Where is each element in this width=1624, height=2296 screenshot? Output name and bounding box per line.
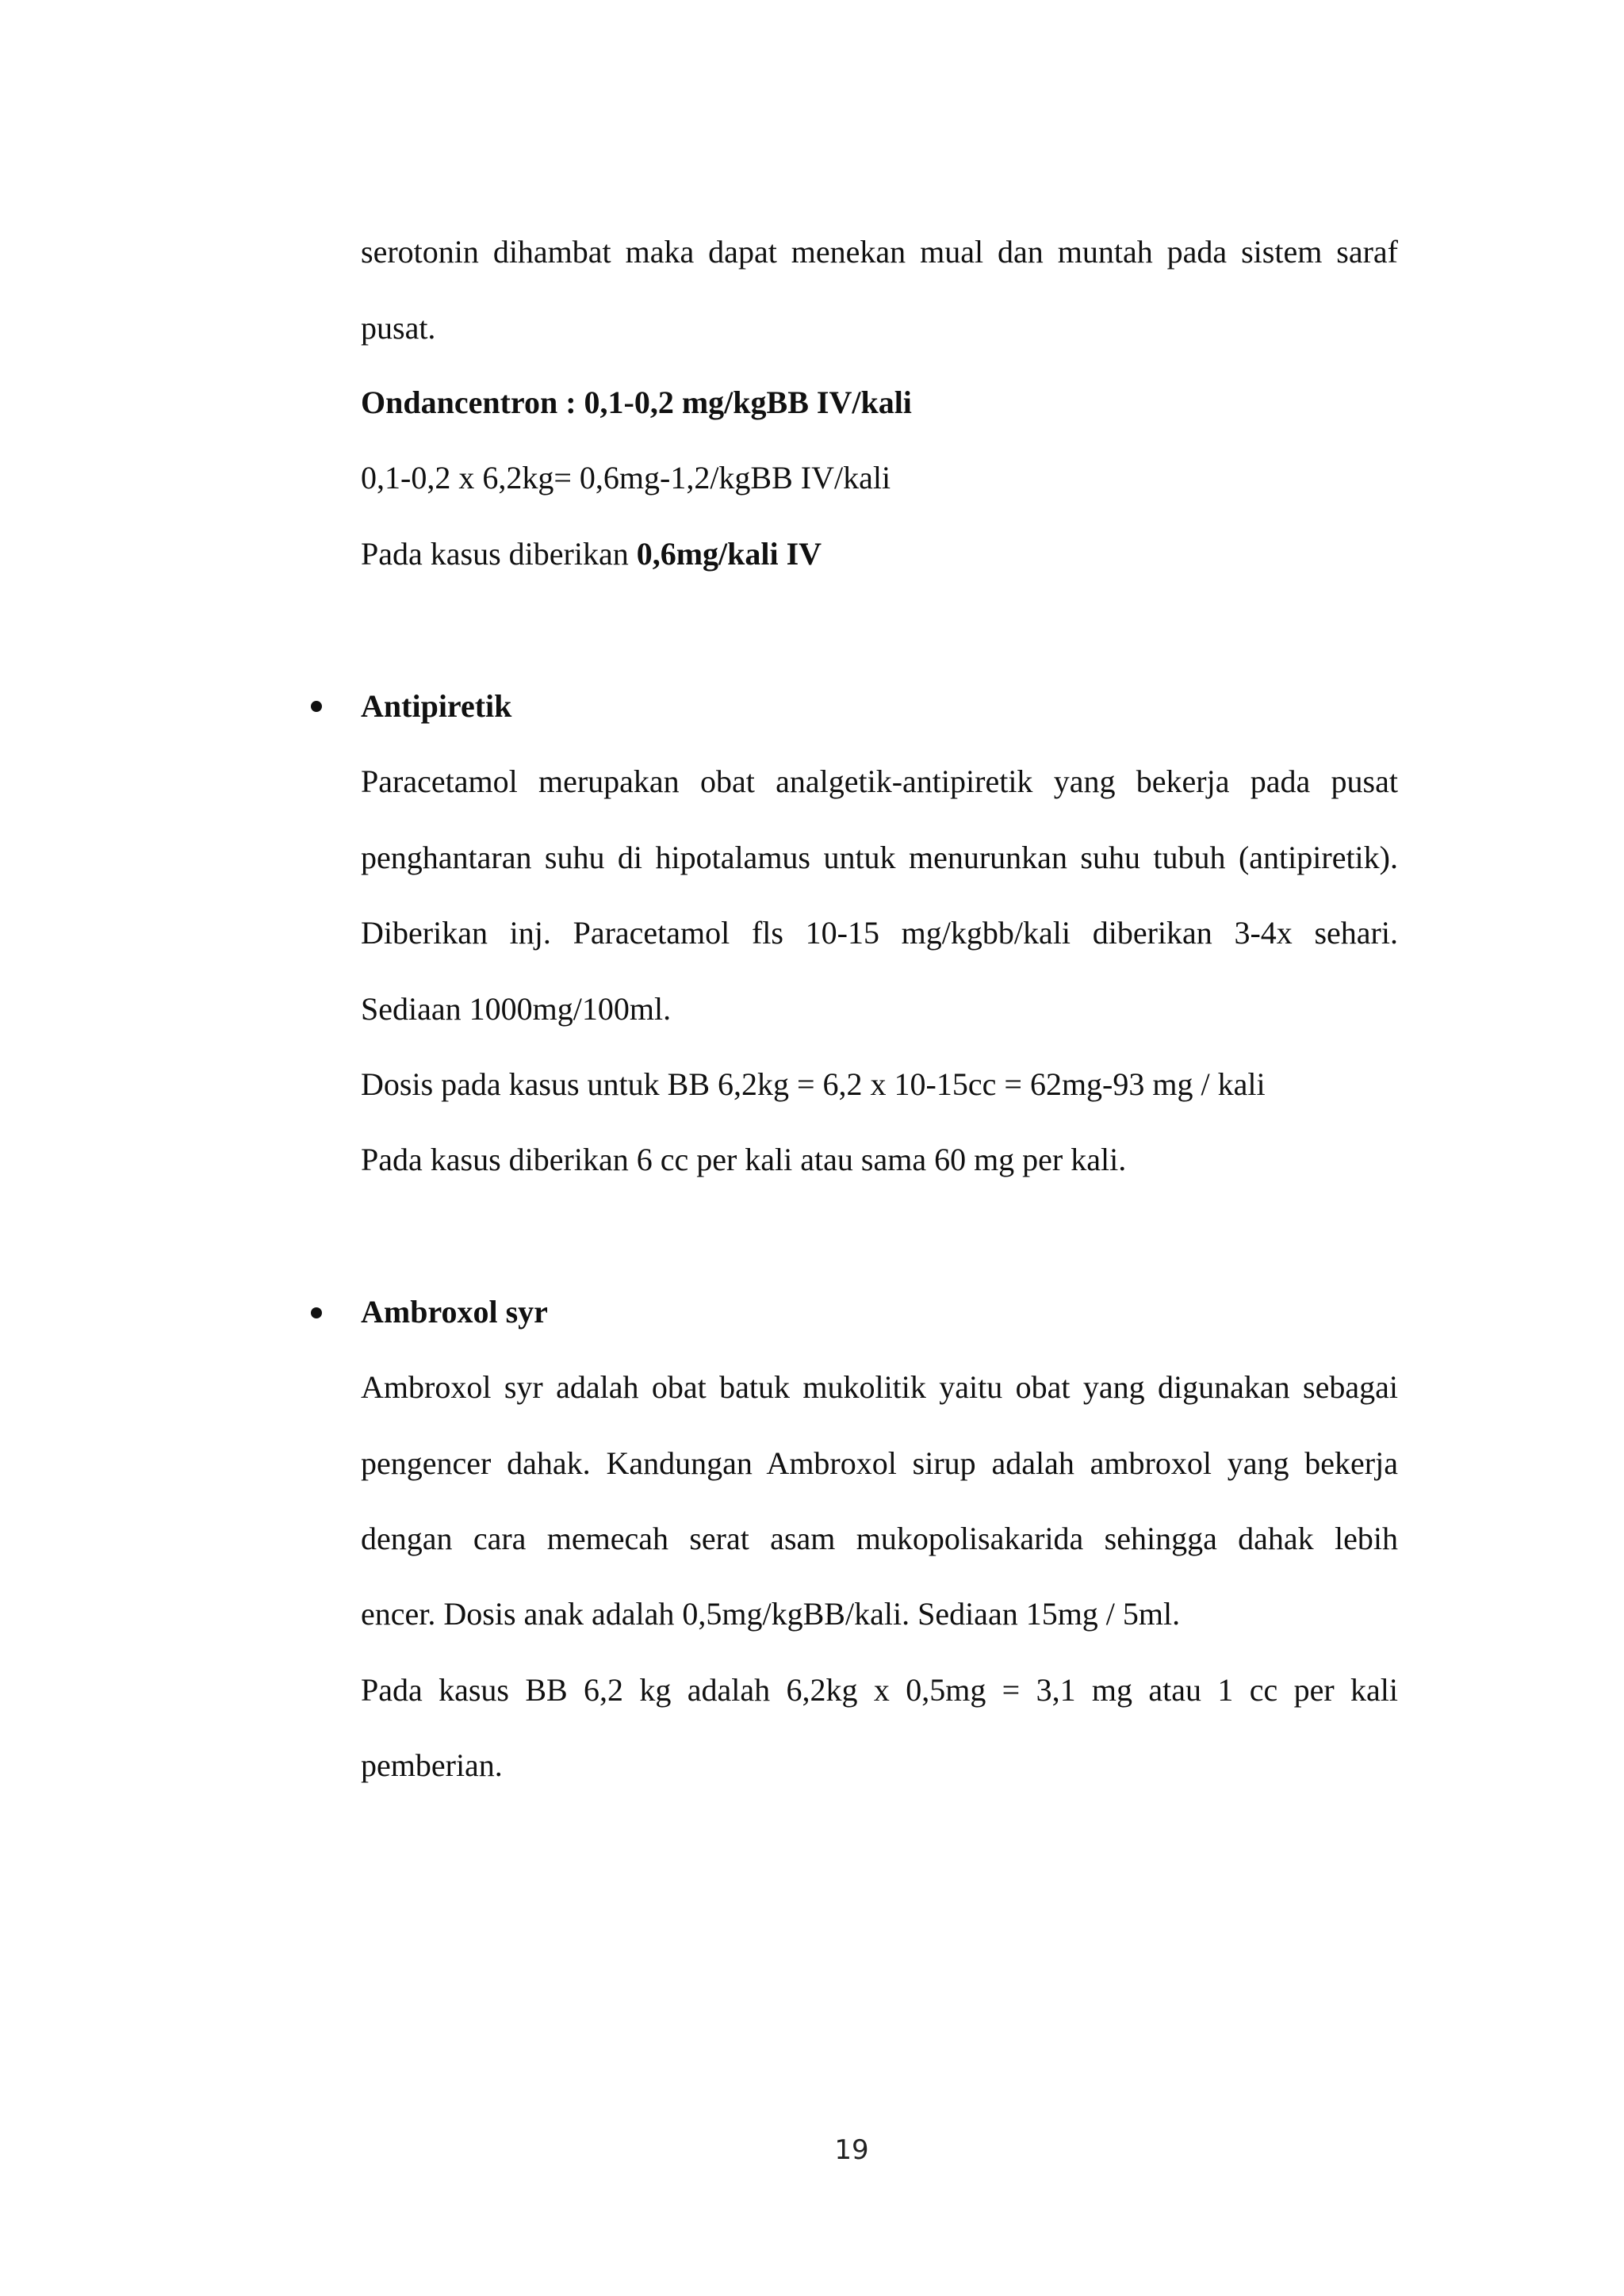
text-line: pemberian. [361,1747,503,1783]
section-heading: Ambroxol syr [361,1294,548,1330]
text-line: encer. Dosis anak adalah 0,5mg/kgBB/kali. Sediaan 15mg / 5ml. [361,1596,1181,1632]
text-line [361,534,822,574]
text-line: Paracetamol merupakan obat analgetik-antipiretik yang bekerja pada pusat [361,763,1398,799]
page-number: 19 [834,2134,869,2166]
text-line: Pada kasus BB 6,2 kg adalah 6,2kg x 0,5mg = 3,1 mg atau 1 cc per kali [361,1672,1398,1708]
text-line: pengencer dahak. Kandungan Ambroxol sirup adalah ambroxol yang bekerja [361,1445,1398,1481]
bullet-icon [311,1307,322,1318]
text-line: Ambroxol syr adalah obat batuk mukolitik yaitu obat yang digunakan sebagai [361,1369,1398,1405]
text-line: serotonin dihambat maka dapat menekan mual dan muntah pada sistem saraf [361,234,1398,270]
text-line: penghantaran suhu di hipotalamus untuk menurunkan suhu tubuh (antipiretik). [361,840,1398,875]
text-line: Dosis pada kasus untuk BB 6,2kg = 6,2 x 10-15cc = 62mg-93 mg / kali [361,1066,1266,1102]
text-line: Pada kasus diberikan 6 cc per kali atau sama 60 mg per kali. [361,1142,1127,1177]
dose-heading: Ondancentron : 0,1-0,2 mg/kgBB IV/kali [361,385,912,420]
text-line: dengan cara memecah serat asam mukopolisakarida sehingga dahak lebih [361,1521,1398,1556]
text-span: Pada kasus diberikan [361,536,637,572]
text-line: Sediaan 1000mg/100ml. [361,991,672,1027]
bullet-icon [311,701,322,712]
section-heading: Antipiretik [361,688,512,724]
text-line: 0,1-0,2 x 6,2kg= 0,6mg-1,2/kgBB IV/kali [361,460,891,496]
text-line: Diberikan inj. Paracetamol fls 10-15 mg/kgbb/kali diberikan 3-4x sehari. [361,915,1398,951]
dose-emphasis: 0,6mg/kali IV [636,536,822,572]
text-line: pusat. [361,310,436,346]
